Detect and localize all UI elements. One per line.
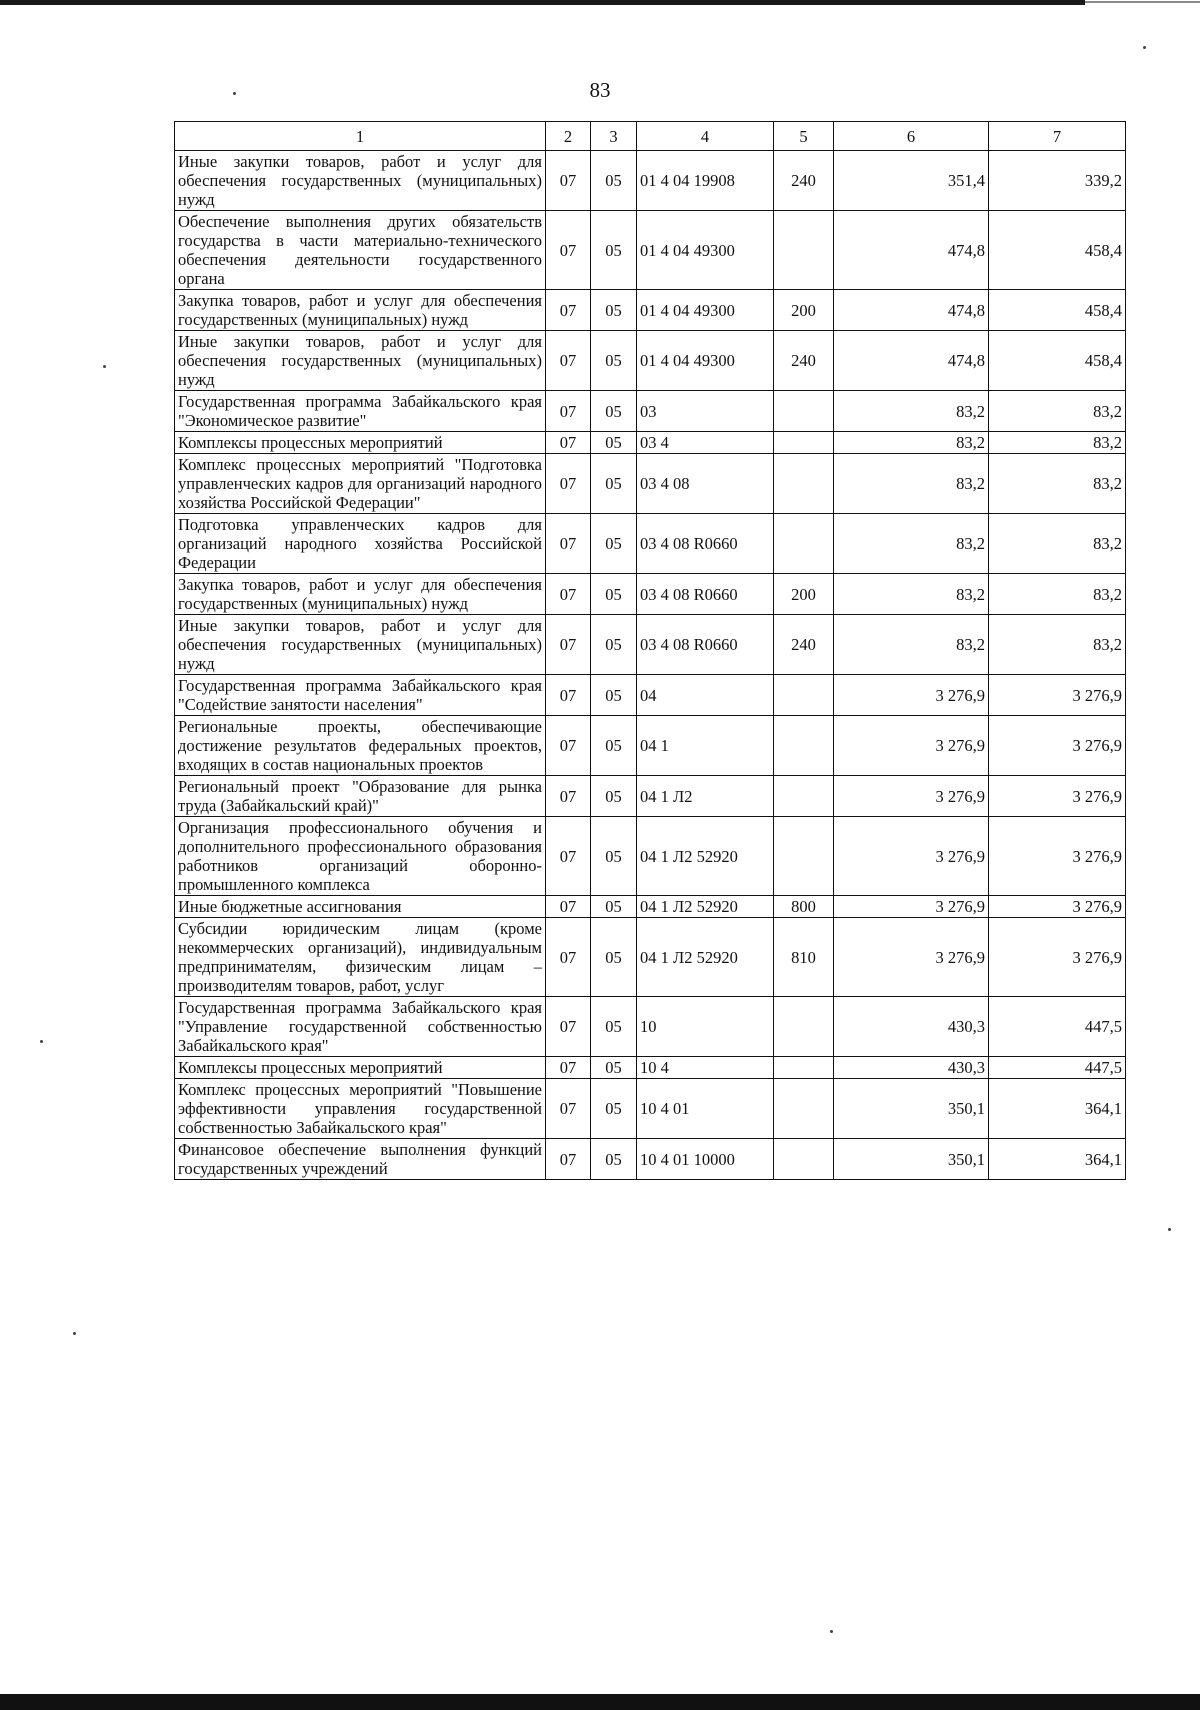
cell-expense-type: 200 <box>774 290 834 331</box>
cell-amount-col7: 447,5 <box>989 1057 1126 1079</box>
scan-speck <box>1168 1228 1171 1231</box>
cell-expense-type: 240 <box>774 331 834 391</box>
cell-expense-type <box>774 1079 834 1139</box>
cell-subsection: 05 <box>591 615 637 675</box>
cell-target-article: 04 1 Л2 <box>637 776 774 817</box>
cell-target-article: 01 4 04 49300 <box>637 290 774 331</box>
table-row <box>175 432 1126 454</box>
cell-target-article: 03 4 <box>637 432 774 454</box>
table-row <box>175 997 1126 1057</box>
cell-expense-type: 800 <box>774 896 834 918</box>
cell-target-article: 03 4 08 R0660 <box>637 574 774 615</box>
table-row <box>175 776 1126 817</box>
cell-target-article: 10 <box>637 997 774 1057</box>
scan-speck <box>830 1630 833 1633</box>
row-description: Комплекс процессных мероприятий "Подготовка управленческих кадров для организаций народного хозяйства Российской Федерации" <box>175 454 546 514</box>
cell-amount-col7: 447,5 <box>989 997 1126 1057</box>
cell-subsection: 05 <box>591 1057 637 1079</box>
column-header: 3 <box>591 122 637 151</box>
cell-subsection: 05 <box>591 211 637 290</box>
row-description: Комплексы процессных мероприятий <box>175 432 546 454</box>
row-description: Подготовка управленческих кадров для организаций народного хозяйства Российской Федерации <box>175 514 546 574</box>
bottom-scan-border <box>0 1694 1200 1710</box>
row-description: Региональные проекты, обеспечивающие достижение результатов федеральных проектов, входящих в состав национальных проектов <box>175 716 546 776</box>
cell-target-article: 04 1 Л2 52920 <box>637 918 774 997</box>
cell-amount-col7: 3 276,9 <box>989 675 1126 716</box>
cell-amount-col6: 430,3 <box>834 1057 989 1079</box>
cell-amount-col6: 3 276,9 <box>834 776 989 817</box>
cell-subsection: 05 <box>591 817 637 896</box>
table-row <box>175 918 1126 997</box>
scan-speck <box>73 1332 76 1335</box>
row-description: Государственная программа Забайкальского края "Содействие занятости населения" <box>175 675 546 716</box>
cell-amount-col6: 3 276,9 <box>834 918 989 997</box>
cell-subsection: 05 <box>591 918 637 997</box>
scan-speck <box>103 365 106 368</box>
cell-expense-type: 200 <box>774 574 834 615</box>
cell-section: 07 <box>546 675 591 716</box>
cell-amount-col7: 83,2 <box>989 432 1126 454</box>
table-row <box>175 1139 1126 1180</box>
cell-amount-col7: 83,2 <box>989 454 1126 514</box>
row-description: Обеспечение выполнения других обязательств государства в части материально-технического обеспечения деятельности государственного органа <box>175 211 546 290</box>
table-row <box>175 675 1126 716</box>
top-scan-border-faint <box>1085 1 1200 3</box>
table-row <box>175 454 1126 514</box>
table-row <box>175 716 1126 776</box>
cell-subsection: 05 <box>591 391 637 432</box>
scan-speck <box>1143 46 1146 49</box>
column-header: 2 <box>546 122 591 151</box>
cell-amount-col7: 3 276,9 <box>989 776 1126 817</box>
cell-amount-col7: 364,1 <box>989 1079 1126 1139</box>
row-description: Иные закупки товаров, работ и услуг для обеспечения государственных (муниципальных) нужд <box>175 151 546 211</box>
cell-subsection: 05 <box>591 331 637 391</box>
cell-subsection: 05 <box>591 290 637 331</box>
cell-amount-col7: 83,2 <box>989 391 1126 432</box>
cell-section: 07 <box>546 1057 591 1079</box>
cell-subsection: 05 <box>591 776 637 817</box>
cell-amount-col7: 83,2 <box>989 574 1126 615</box>
cell-amount-col6: 350,1 <box>834 1079 989 1139</box>
cell-section: 07 <box>546 211 591 290</box>
cell-section: 07 <box>546 918 591 997</box>
column-header: 7 <box>989 122 1126 151</box>
cell-subsection: 05 <box>591 1079 637 1139</box>
cell-section: 07 <box>546 432 591 454</box>
cell-expense-type <box>774 716 834 776</box>
cell-amount-col6: 3 276,9 <box>834 675 989 716</box>
cell-expense-type <box>774 1139 834 1180</box>
cell-target-article: 10 4 01 <box>637 1079 774 1139</box>
row-description: Субсидии юридическим лицам (кроме некоммерческих организаций), индивидуальным предпринимателям, физическим лицам – производителям товаров, работ, услуг <box>175 918 546 997</box>
cell-amount-col7: 458,4 <box>989 331 1126 391</box>
cell-amount-col6: 83,2 <box>834 514 989 574</box>
cell-section: 07 <box>546 331 591 391</box>
cell-expense-type <box>774 817 834 896</box>
cell-target-article: 03 4 08 R0660 <box>637 514 774 574</box>
cell-target-article: 01 4 04 19908 <box>637 151 774 211</box>
cell-section: 07 <box>546 1139 591 1180</box>
cell-expense-type <box>774 391 834 432</box>
cell-section: 07 <box>546 615 591 675</box>
table-row <box>175 151 1126 211</box>
table-body <box>175 151 1126 1180</box>
cell-subsection: 05 <box>591 514 637 574</box>
table-header-row <box>175 122 1126 151</box>
scan-speck <box>40 1040 43 1043</box>
column-header: 5 <box>774 122 834 151</box>
table-row <box>175 615 1126 675</box>
cell-subsection: 05 <box>591 896 637 918</box>
table-row <box>175 574 1126 615</box>
cell-amount-col6: 3 276,9 <box>834 896 989 918</box>
scan-speck <box>233 92 236 95</box>
cell-amount-col6: 430,3 <box>834 997 989 1057</box>
cell-section: 07 <box>546 817 591 896</box>
table-row <box>175 331 1126 391</box>
cell-amount-col6: 350,1 <box>834 1139 989 1180</box>
cell-target-article: 04 1 Л2 52920 <box>637 896 774 918</box>
cell-section: 07 <box>546 574 591 615</box>
cell-target-article: 10 4 <box>637 1057 774 1079</box>
cell-subsection: 05 <box>591 675 637 716</box>
top-scan-border <box>0 0 1085 5</box>
cell-expense-type <box>774 432 834 454</box>
column-header: 4 <box>637 122 774 151</box>
budget-table <box>174 121 1126 1180</box>
row-description: Финансовое обеспечение выполнения функций государственных учреждений <box>175 1139 546 1180</box>
cell-target-article: 01 4 04 49300 <box>637 331 774 391</box>
cell-expense-type <box>774 514 834 574</box>
cell-section: 07 <box>546 454 591 514</box>
cell-amount-col6: 474,8 <box>834 211 989 290</box>
cell-target-article: 03 4 08 R0660 <box>637 615 774 675</box>
cell-amount-col7: 3 276,9 <box>989 716 1126 776</box>
table-row <box>175 1057 1126 1079</box>
cell-amount-col7: 3 276,9 <box>989 817 1126 896</box>
cell-expense-type <box>774 776 834 817</box>
row-description: Комплекс процессных мероприятий "Повышение эффективности управления государственной собственностью Забайкальского края" <box>175 1079 546 1139</box>
cell-subsection: 05 <box>591 1139 637 1180</box>
column-header: 6 <box>834 122 989 151</box>
row-description: Региональный проект "Образование для рынка труда (Забайкальский край)" <box>175 776 546 817</box>
cell-amount-col6: 474,8 <box>834 290 989 331</box>
cell-target-article: 04 1 Л2 52920 <box>637 817 774 896</box>
cell-subsection: 05 <box>591 716 637 776</box>
cell-target-article: 04 <box>637 675 774 716</box>
row-description: Комплексы процессных мероприятий <box>175 1057 546 1079</box>
cell-amount-col7: 339,2 <box>989 151 1126 211</box>
cell-amount-col6: 83,2 <box>834 454 989 514</box>
row-description: Иные закупки товаров, работ и услуг для обеспечения государственных (муниципальных) нужд <box>175 615 546 675</box>
table-row <box>175 514 1126 574</box>
cell-amount-col6: 351,4 <box>834 151 989 211</box>
cell-expense-type <box>774 454 834 514</box>
cell-expense-type: 240 <box>774 151 834 211</box>
row-description: Государственная программа Забайкальского края "Управление государственной собственностью Забайкальского края" <box>175 997 546 1057</box>
cell-section: 07 <box>546 514 591 574</box>
cell-section: 07 <box>546 776 591 817</box>
cell-amount-col7: 458,4 <box>989 211 1126 290</box>
table-row <box>175 896 1126 918</box>
row-description: Организация профессионального обучения и дополнительного профессионального образования работников организаций оборонно-промышленного комплекса <box>175 817 546 896</box>
cell-section: 07 <box>546 716 591 776</box>
table-row <box>175 1079 1126 1139</box>
cell-amount-col6: 83,2 <box>834 432 989 454</box>
cell-target-article: 01 4 04 49300 <box>637 211 774 290</box>
cell-amount-col7: 83,2 <box>989 514 1126 574</box>
cell-amount-col6: 83,2 <box>834 391 989 432</box>
column-header: 1 <box>175 122 546 151</box>
cell-section: 07 <box>546 151 591 211</box>
cell-amount-col7: 3 276,9 <box>989 896 1126 918</box>
cell-amount-col6: 83,2 <box>834 615 989 675</box>
row-description: Закупка товаров, работ и услуг для обеспечения государственных (муниципальных) нужд <box>175 574 546 615</box>
cell-amount-col7: 458,4 <box>989 290 1126 331</box>
table-row <box>175 391 1126 432</box>
row-description: Государственная программа Забайкальского края "Экономическое развитие" <box>175 391 546 432</box>
table-row <box>175 290 1126 331</box>
row-description: Иные закупки товаров, работ и услуг для обеспечения государственных (муниципальных) нужд <box>175 331 546 391</box>
cell-section: 07 <box>546 391 591 432</box>
cell-target-article: 03 <box>637 391 774 432</box>
cell-section: 07 <box>546 997 591 1057</box>
cell-amount-col6: 3 276,9 <box>834 716 989 776</box>
cell-subsection: 05 <box>591 454 637 514</box>
cell-section: 07 <box>546 290 591 331</box>
cell-expense-type <box>774 211 834 290</box>
cell-expense-type <box>774 997 834 1057</box>
cell-amount-col6: 83,2 <box>834 574 989 615</box>
cell-target-article: 03 4 08 <box>637 454 774 514</box>
cell-subsection: 05 <box>591 151 637 211</box>
cell-expense-type <box>774 675 834 716</box>
table-row <box>175 817 1126 896</box>
table-row <box>175 211 1126 290</box>
cell-amount-col7: 3 276,9 <box>989 918 1126 997</box>
cell-section: 07 <box>546 1079 591 1139</box>
cell-subsection: 05 <box>591 574 637 615</box>
cell-section: 07 <box>546 896 591 918</box>
cell-expense-type <box>774 1057 834 1079</box>
page-number: 83 <box>589 78 611 102</box>
cell-subsection: 05 <box>591 432 637 454</box>
cell-amount-col7: 364,1 <box>989 1139 1126 1180</box>
row-description: Закупка товаров, работ и услуг для обеспечения государственных (муниципальных) нужд <box>175 290 546 331</box>
cell-amount-col6: 474,8 <box>834 331 989 391</box>
cell-expense-type: 810 <box>774 918 834 997</box>
cell-expense-type: 240 <box>774 615 834 675</box>
row-description: Иные бюджетные ассигнования <box>175 896 546 918</box>
cell-target-article: 04 1 <box>637 716 774 776</box>
cell-amount-col6: 3 276,9 <box>834 817 989 896</box>
cell-amount-col7: 83,2 <box>989 615 1126 675</box>
cell-subsection: 05 <box>591 997 637 1057</box>
cell-target-article: 10 4 01 10000 <box>637 1139 774 1180</box>
